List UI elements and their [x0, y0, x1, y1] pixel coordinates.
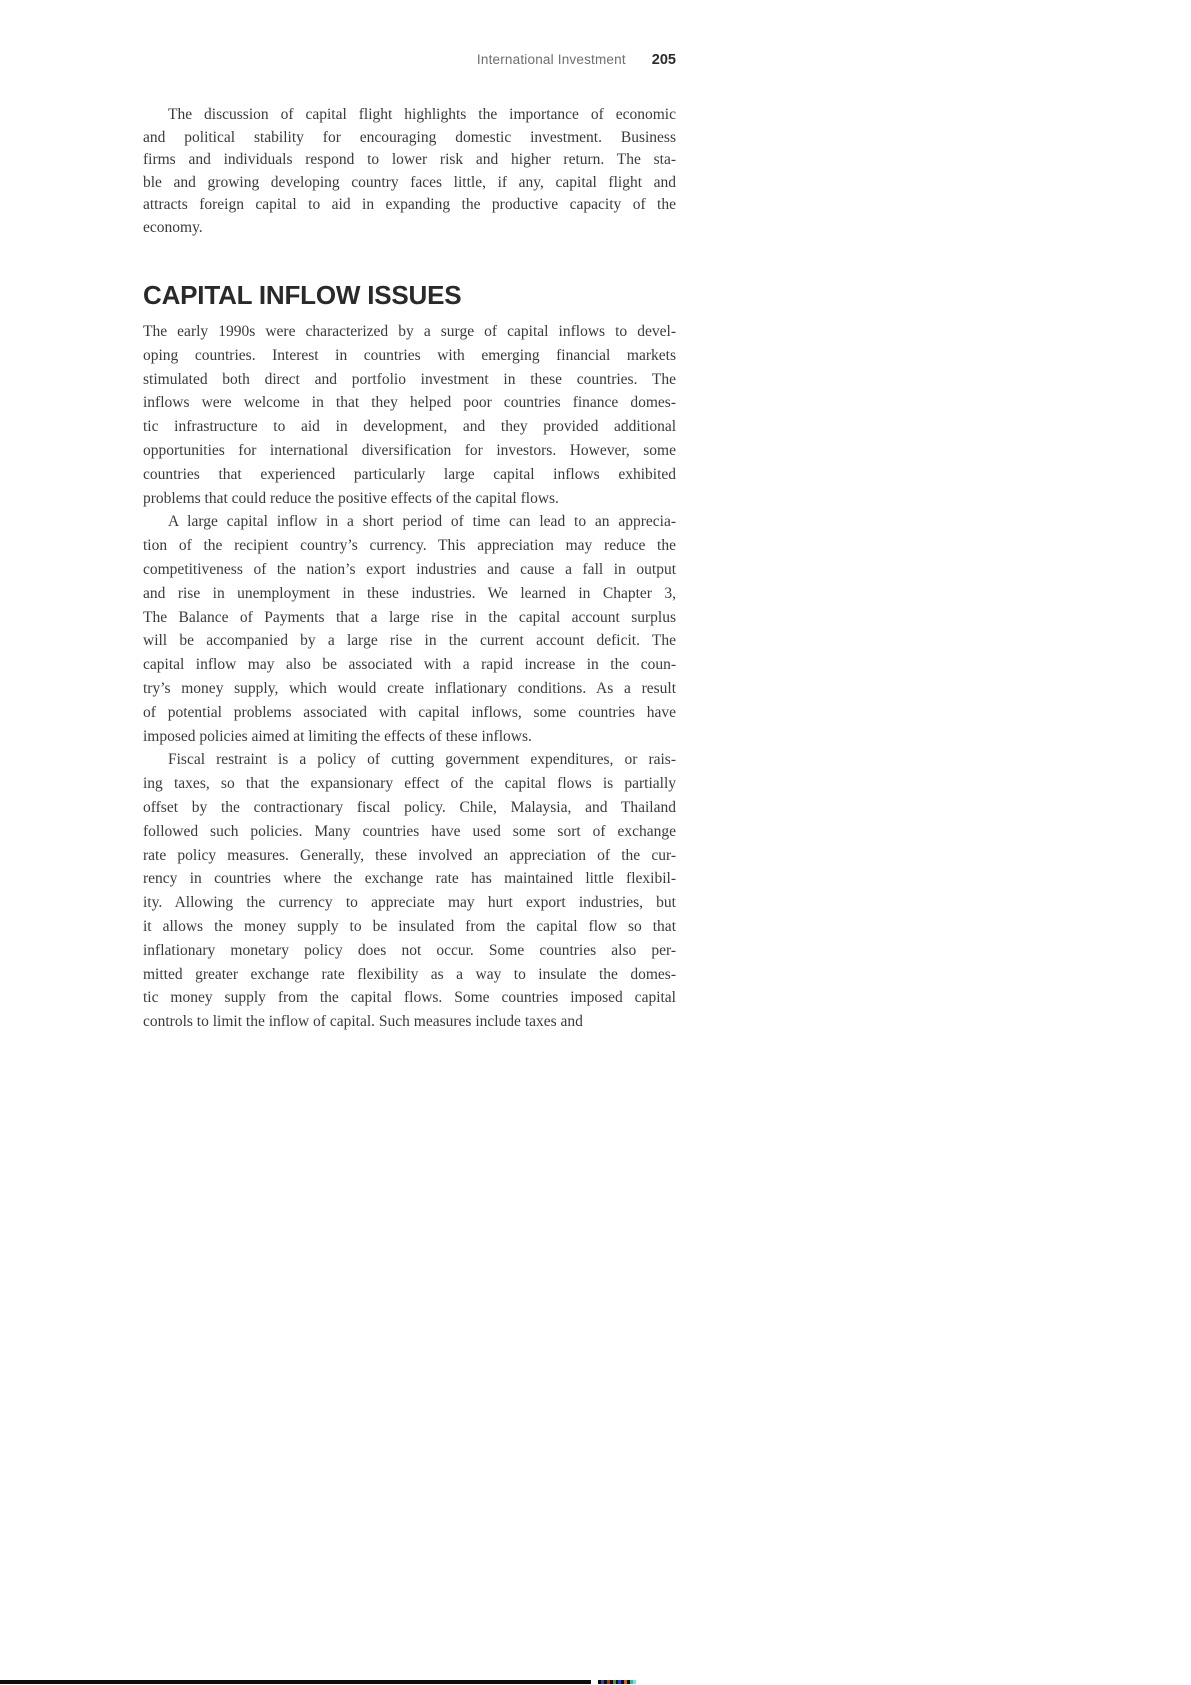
intro-paragraph	[143, 104, 676, 239]
text-line: attracts foreign capital to aid in expanding the productive capacity of the	[143, 196, 676, 213]
text-line: The discussion of capital flight highlights the importance of economic	[168, 106, 676, 123]
text-line: tion of the recipient country’s currency. This appreciation may reduce the	[143, 537, 676, 555]
text-line: controls to limit the inflow of capital. Such measures include taxes and	[143, 1013, 583, 1031]
running-title: International Investment	[476, 52, 626, 67]
text-line: stimulated both direct and portfolio investment in these countries. The	[143, 370, 676, 388]
page-number: 205	[651, 52, 676, 68]
text-line: will be accompanied by a large rise in the current account deficit. The	[143, 632, 676, 650]
text-line: ity. Allowing the currency to appreciate may hurt export industries, but	[143, 894, 676, 912]
bottom-edge-bar-fragment	[598, 1680, 636, 1684]
text-line: ble and growing developing country faces little, if any, capital flight and	[143, 173, 676, 191]
page-header	[143, 52, 676, 68]
text-line: try’s money supply, which would create inflationary conditions. As a result	[143, 679, 676, 697]
text-line: A large capital inflow in a short period of time can lead to an apprecia-	[168, 513, 676, 531]
text-line: competitiveness of the nation’s export industries and cause a fall in output	[143, 560, 676, 578]
section-heading: CAPITAL INFLOW ISSUES	[143, 280, 462, 310]
text-line: tic infrastructure to aid in development, and they provided additional	[143, 418, 676, 436]
text-line: it allows the money supply to be insulated from the capital flow so that	[143, 917, 676, 935]
text-line: capital inflow may also be associated with a rapid increase in the coun-	[143, 656, 676, 674]
text-line: imposed policies aimed at limiting the effects of these inflows.	[143, 727, 532, 745]
text-line: ing taxes, so that the expansionary effect of the capital flows is partially	[143, 775, 676, 793]
text-line: opportunities for international diversification for investors. However, some	[143, 441, 676, 459]
text-line: The Balance of Payments that a large rise in the capital account surplus	[143, 608, 676, 626]
text-line: firms and individuals respond to lower risk and higher return. The sta-	[143, 151, 676, 168]
text-line: mitted greater exchange rate flexibility as a way to insulate the domes-	[143, 965, 676, 983]
text-line: rate policy measures. Generally, these involved an appreciation of the cur-	[143, 846, 676, 864]
text-line: offset by the contractionary fiscal policy. Chile, Malaysia, and Thailand	[143, 798, 676, 816]
text-line: problems that could reduce the positive effects of the capital flows.	[143, 489, 559, 507]
text-line: and political stability for encouraging domestic investment. Business	[143, 128, 676, 146]
text-line: inflationary monetary policy does not occur. Some countries also per-	[143, 941, 676, 959]
text-line: inflows were welcome in that they helped poor countries finance domes-	[143, 394, 676, 412]
text-line: rency in countries where the exchange rate has maintained little flexibil-	[143, 870, 676, 888]
text-line: oping countries. Interest in countries with emerging financial markets	[143, 346, 676, 364]
text-line: economy.	[143, 218, 203, 236]
text-line: of potential problems associated with capital inflows, some countries have	[143, 703, 676, 721]
bar-speck	[633, 1680, 636, 1684]
text-line: followed such policies. Many countries have used some sort of exchange	[143, 822, 676, 840]
section-paragraphs	[143, 320, 676, 1034]
text-line: tic money supply from the capital flows. Some countries imposed capital	[143, 989, 676, 1007]
bottom-edge-bar	[0, 1680, 591, 1684]
text-line: The early 1990s were characterized by a surge of capital inflows to devel-	[143, 323, 676, 340]
text-line: Fiscal restraint is a policy of cutting government expenditures, or rais-	[168, 751, 676, 769]
text-line: and rise in unemployment in these industries. We learned in Chapter 3,	[143, 584, 676, 602]
text-line: countries that experienced particularly large capital inflows exhibited	[143, 465, 676, 483]
